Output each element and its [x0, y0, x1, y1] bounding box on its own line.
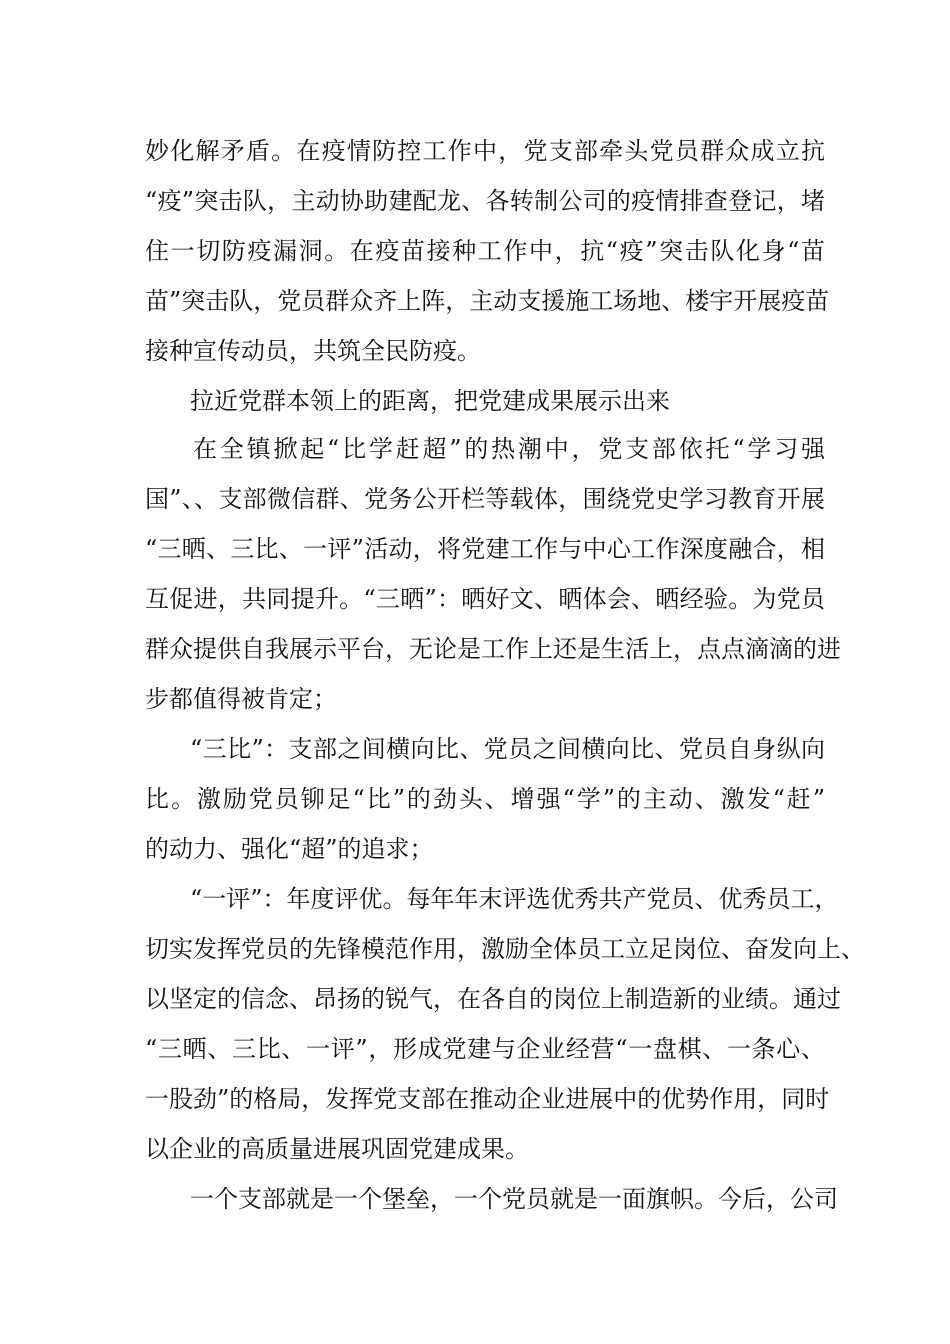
paragraph-line: 妙化解矛盾。在疫情防控工作中，党支部牵头党员群众成立抗 — [145, 137, 825, 165]
paragraph-line: 以企业的高质量进展巩固党建成果。 — [145, 1135, 529, 1163]
paragraph-line: 一股劲”的格局，发挥党支部在推动企业进展中的优势作用，同时 — [145, 1085, 830, 1113]
paragraph-line: 苗”突击队，党员群众齐上阵，主动支援施工场地、楼宇开展疫苗 — [145, 287, 830, 315]
paragraph-line: “三比”：支部之间横向比、党员之间横向比、党员自身纵向 — [190, 735, 825, 763]
paragraph-line: 的动力、强化“超”的追求； — [145, 835, 434, 863]
paragraph-line: 一个支部就是一个堡垒，一个党员就是一面旗帜。今后，公司 — [190, 1185, 838, 1213]
section-heading: 拉近党群本领上的距离，把党建成果展示出来 — [190, 387, 670, 415]
paragraph-line: “三晒、三比、一评”活动，将党建工作与中心工作深度融合，相 — [145, 535, 825, 563]
paragraph-line: 比。激励党员铆足“比”的劲头、增强“学”的主动、激发“赶” — [145, 785, 825, 813]
paragraph-line: “一评”：年度评优。每年年末评选优秀共产党员、优秀员工， — [190, 885, 839, 913]
paragraph-line: 以坚定的信念、昂扬的锐气，在各自的岗位上制造新的业绩。通过 — [145, 985, 841, 1013]
paragraph-line: 群众提供自我展示平台，无论是工作上还是生活上，点点滴滴的进 — [145, 635, 841, 663]
paragraph-line: “疫”突击队，主动协助建配龙、各转制公司的疫情排查登记，堵 — [145, 187, 825, 215]
paragraph-line: 住一切防疫漏洞。在疫苗接种工作中，抗“疫”突击队化身“苗 — [145, 237, 825, 265]
paragraph-line: 互促进，共同提升。“三晒”：晒好文、晒体会、晒经验。为党员 — [145, 585, 825, 613]
paragraph-line: 切实发挥党员的先锋模范作用，激励全体员工立足岗位、奋发向上、 — [145, 935, 865, 963]
paragraph-line: 步都值得被肯定； — [145, 685, 337, 713]
paragraph-line: 国”、、支部微信群、党务公开栏等载体，围绕党史学习教育开展 — [145, 485, 825, 513]
paragraph-line: 接种宣传动员，共筑全民防疫。 — [145, 337, 481, 365]
paragraph-line: “三晒、三比、一评”，形成党建与企业经营“一盘棋、一条心、 — [145, 1035, 825, 1063]
paragraph-line: 在全镇掀起“比学赶超”的热潮中，党支部依托“学习强 — [193, 435, 825, 463]
